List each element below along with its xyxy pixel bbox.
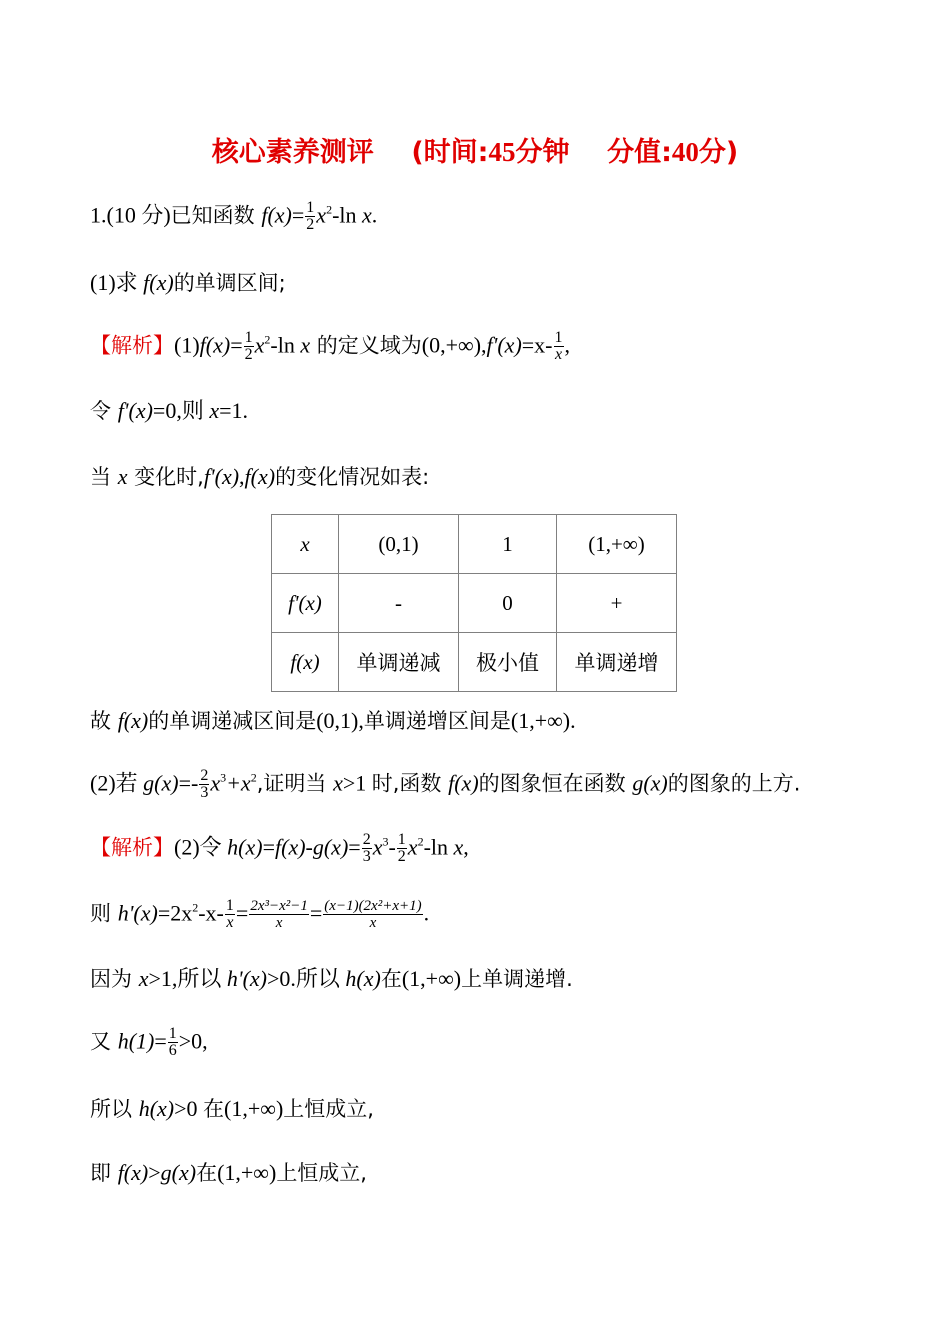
let-derivative-zero: 令 f'(x)=0,则 x=1. (90, 398, 249, 423)
solution-1: 【解析】(1)f(x)= $\frac{1}{2}$ $x^2-\ln$ x 的定义域为(0,+∞),f'(x)=x- $\frac{1}{x}$ , (90, 329, 570, 363)
table-row (272, 633, 677, 692)
table-cell: f(x) (272, 633, 339, 692)
table-cell: - (339, 574, 459, 633)
i-e-line: 即 f(x)>g(x)在(1,+∞)上恒成立, (90, 1160, 367, 1185)
table-row (272, 515, 677, 574)
table-cell: f'(x) (272, 574, 339, 633)
table-cell: 1 (459, 515, 557, 574)
table-cell: 单调递减 (339, 633, 459, 692)
when-x-changes: 当 x 变化时,f'(x),f(x)的变化情况如表: (90, 464, 430, 489)
table-row (272, 574, 677, 633)
table-cell: x (272, 515, 339, 574)
table-cell: + (557, 574, 677, 633)
analysis-tag: 【解析】 (90, 333, 174, 358)
question-1-part-2: (2)若 g(x)=- $\frac{2}{3}$ $x^3+x^2$,证明当 x>1 时,函数 f(x)的图象恒在函数 g(x)的图象的上方. (90, 767, 801, 801)
because-line: 因为 x>1,所以 h'(x)>0.所以 h(x)在(1,+∞)上单调递增. (90, 966, 573, 991)
table-cell: 单调递增 (557, 633, 677, 692)
variation-table (271, 514, 677, 692)
page-title: 核心素养测评 (时间:45分钟 分值:40分) (211, 137, 739, 168)
table-cell: 0 (459, 574, 557, 633)
solution-2: 【解析】(2)令 h(x)=f(x)-g(x)= $\frac{2}{3}$ $x^3-$ $\frac{1}{2}$ $x^2-\ln$ x, (90, 831, 469, 865)
conclusion-1: 故 f(x)的单调递减区间是(0,1),单调递增区间是(1,+∞). (90, 708, 576, 733)
table-cell: (1,+∞) (557, 515, 677, 574)
question-1: 1.(10 分)已知函数 f(x)= $\frac{1}{2}$ $x^2-\ln$ x. (90, 199, 378, 233)
therefore-line: 所以 h(x)>0 在(1,+∞)上恒成立, (90, 1096, 374, 1121)
derivative-h: 则 $h'(x)=2x^2-x-$ $\frac{1}{x}$ = $\frac{\text{2x³−x²−1}}{x}$ = $\frac{\text{(x−1)(2x²+x+1)}}{x}$ . (90, 897, 430, 931)
table-cell: (0,1) (339, 515, 459, 574)
table-cell: 极小值 (459, 633, 557, 692)
analysis-tag: 【解析】 (90, 835, 174, 860)
also-line: 又 h(1)= $\frac{1}{6}$ >0, (90, 1025, 208, 1059)
fraction-half: $\frac{1}{2}$ (306, 199, 315, 233)
question-1-part-1: (1)求 f(x)的单调区间; (90, 270, 286, 295)
